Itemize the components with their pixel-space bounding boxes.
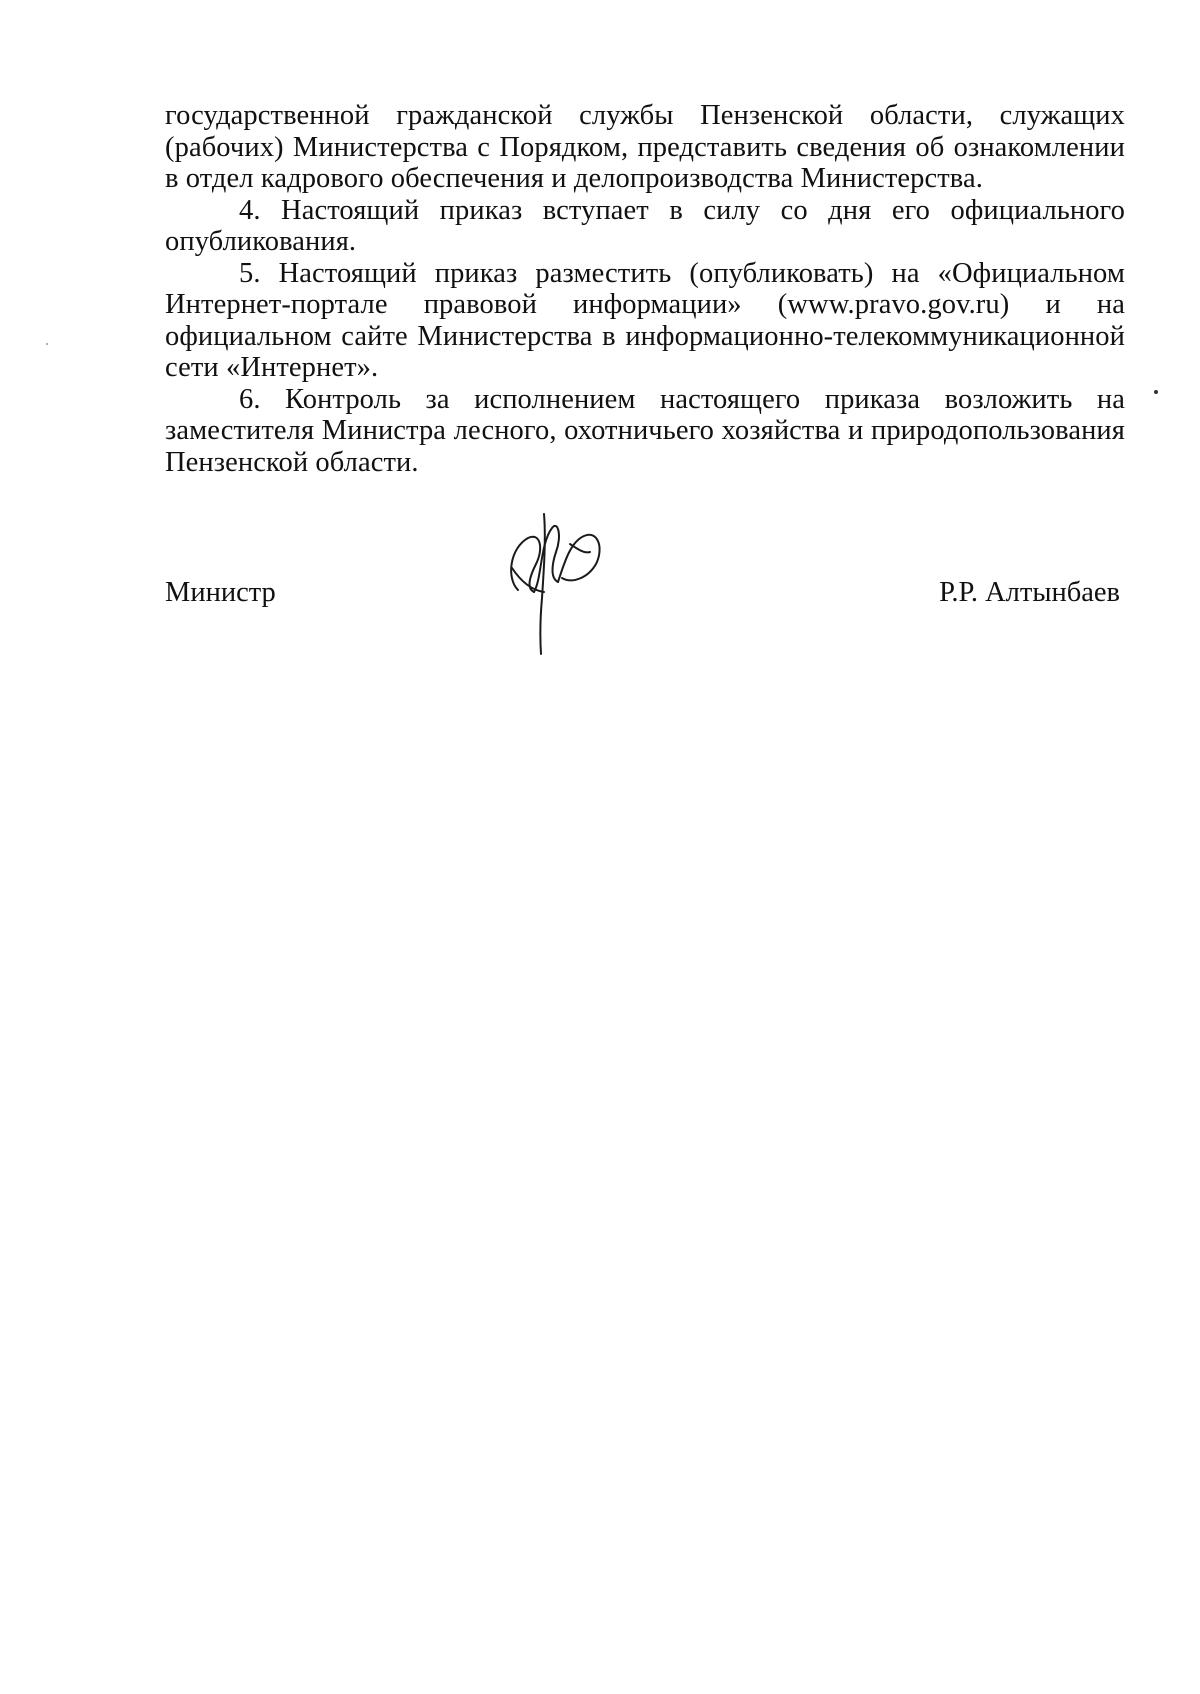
paragraph-item-4: 4. Настоящий приказ вступает в силу со дня его официального опубликования. <box>165 194 1125 257</box>
scan-speck <box>46 343 48 345</box>
signoff-name: Р.Р. Алтынбаев <box>939 577 1120 608</box>
signoff-row <box>165 577 1120 617</box>
paragraph-item-6: 6. Контроль за исполнением настоящего приказа возложить на заместителя Министра лесного, охотничьего хозяйства и природопользования Пензенской области. <box>165 383 1125 478</box>
paragraph-continuation: государственной гражданской службы Пензенской области, служащих (рабочих) Министерства с Порядком, представить сведения об ознакомлении в отдел кадрового обеспечения и делопроизводства Министерства. <box>165 100 1125 194</box>
signoff-title: Министр <box>165 577 276 608</box>
scan-speck <box>1154 390 1158 394</box>
document-body <box>165 100 1125 478</box>
paragraph-item-5: 5. Настоящий приказ разместить (опубликовать) на «Официальном Интернет-портале правовой информации» (www.pravo.gov.ru) и на официальном сайте Министерства в информационно-телекоммуникационной сети «Интернет». <box>165 257 1125 383</box>
